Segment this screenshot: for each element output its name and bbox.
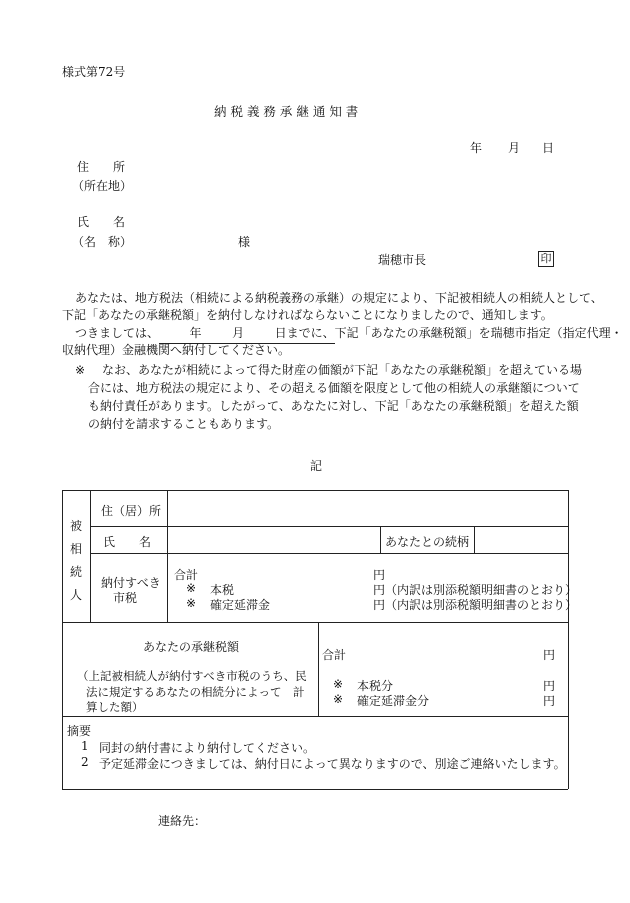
document-title: 納 税 義 務 承 継 通 知 書	[214, 104, 359, 119]
seal-stamp: 印	[538, 251, 554, 267]
tax-total-label: 合計	[174, 568, 199, 582]
succession-note-line3: 算した額）	[86, 700, 144, 714]
tax-main-detail: 円（内訳は別添税額明細書のとおり）	[373, 583, 578, 597]
decedent-label-4: 人	[70, 588, 83, 602]
tax-late-label: 確定延滞金	[210, 598, 271, 612]
body-p1-line1: あなたは、地方税法（相続による納税義務の承継）の規定により、下記被相続人の相続人として、	[75, 291, 603, 305]
decedent-address-label: 住（居）所	[101, 504, 162, 518]
succession-main-label: 本税分	[357, 679, 394, 693]
decedent-label-3: 続	[70, 565, 83, 579]
tax-late-detail: 円（内訳は別添税額明細書のとおり）	[373, 598, 578, 612]
succession-late-label: 確定延滞金分	[357, 694, 430, 708]
succession-note-line1: （上記被相続人が納付すべき市税のうち、民	[77, 669, 307, 683]
succession-total-label: 合計	[322, 648, 347, 662]
note-line4: の納付を請求することもあります。	[88, 417, 280, 431]
decedent-label-1: 被	[70, 519, 83, 533]
decedent-label-2: 相	[70, 542, 83, 556]
succession-main-yen: 円	[543, 679, 556, 693]
contact-label: 連絡先：	[158, 814, 207, 828]
decedent-name-label: 氏 名	[103, 535, 152, 549]
form-number: 様式第72号	[62, 65, 126, 79]
relation-label: あなたとの続柄	[385, 535, 470, 549]
deadline-month: 月	[232, 326, 245, 340]
note-mark: ※	[75, 363, 86, 377]
tax-label-line1: 納付すべき	[101, 576, 161, 590]
note-line1: なお、あなたが相続によって得た財産の価額が下記「あなたの承継税額」を超えている場	[102, 363, 583, 377]
remarks-item1-number: 1	[81, 739, 89, 753]
succession-late-mark: ※	[333, 692, 344, 706]
note-line3: も納付責任があります。したがって、あなたに対し、下記「あなたの承継税額」を超えた額	[88, 399, 579, 413]
recipient-name-label: 氏 名	[77, 215, 126, 229]
recipient-address-sublabel: （所在地）	[72, 179, 133, 193]
recipient-name-sublabel: （名 称）	[72, 235, 133, 249]
succession-title: あなたの承継税額	[143, 640, 240, 654]
body-p2-line2: 収納代理）金融機関へ納付してください。	[62, 343, 291, 357]
remarks-item2-text: 予定延滞金につきましては、納付日によって異なりますので、別途ご連絡いたします。	[99, 757, 566, 771]
succession-total-yen: 円	[543, 648, 556, 662]
recipient-address-label: 住 所	[77, 160, 126, 174]
date-day-label: 日	[542, 141, 555, 155]
honorific: 様	[238, 235, 251, 249]
date-month-label: 月	[508, 141, 521, 155]
tax-main-mark: ※	[186, 581, 197, 595]
remarks-item1-text: 同封の納付書により納付してください。	[99, 741, 316, 755]
deadline-year: 年	[189, 326, 202, 340]
tax-total-yen: 円	[373, 568, 386, 582]
remarks-item2-number: 2	[81, 755, 89, 769]
body-p2-prefix: つきましては、	[75, 326, 160, 340]
tax-label-line2: 市税	[113, 591, 138, 605]
tax-late-mark: ※	[186, 596, 197, 610]
note-line2: 合には、地方税法の規定により、その超える価額を限度として他の相続人の承継額について	[88, 381, 580, 395]
body-p1-line2: 下記「あなたの承継税額」を納付しなければならないことになりましたので、通知します。	[62, 308, 553, 322]
body-p2-suffix: 下記「あなたの承継税額」を瑞穂市指定（指定代理・	[334, 326, 623, 340]
remarks-title: 摘要	[67, 724, 92, 738]
succession-main-mark: ※	[333, 677, 344, 691]
deadline-day: 日までに、	[274, 326, 335, 340]
tax-main-label: 本税	[210, 583, 235, 597]
ki-heading: 記	[310, 459, 323, 473]
issuer-name: 瑞穂市長	[378, 253, 427, 267]
date-year-label: 年	[470, 141, 483, 155]
succession-late-yen: 円	[543, 694, 556, 708]
succession-note-line2: 法に規定するあなたの相続分によって 計	[86, 685, 305, 699]
